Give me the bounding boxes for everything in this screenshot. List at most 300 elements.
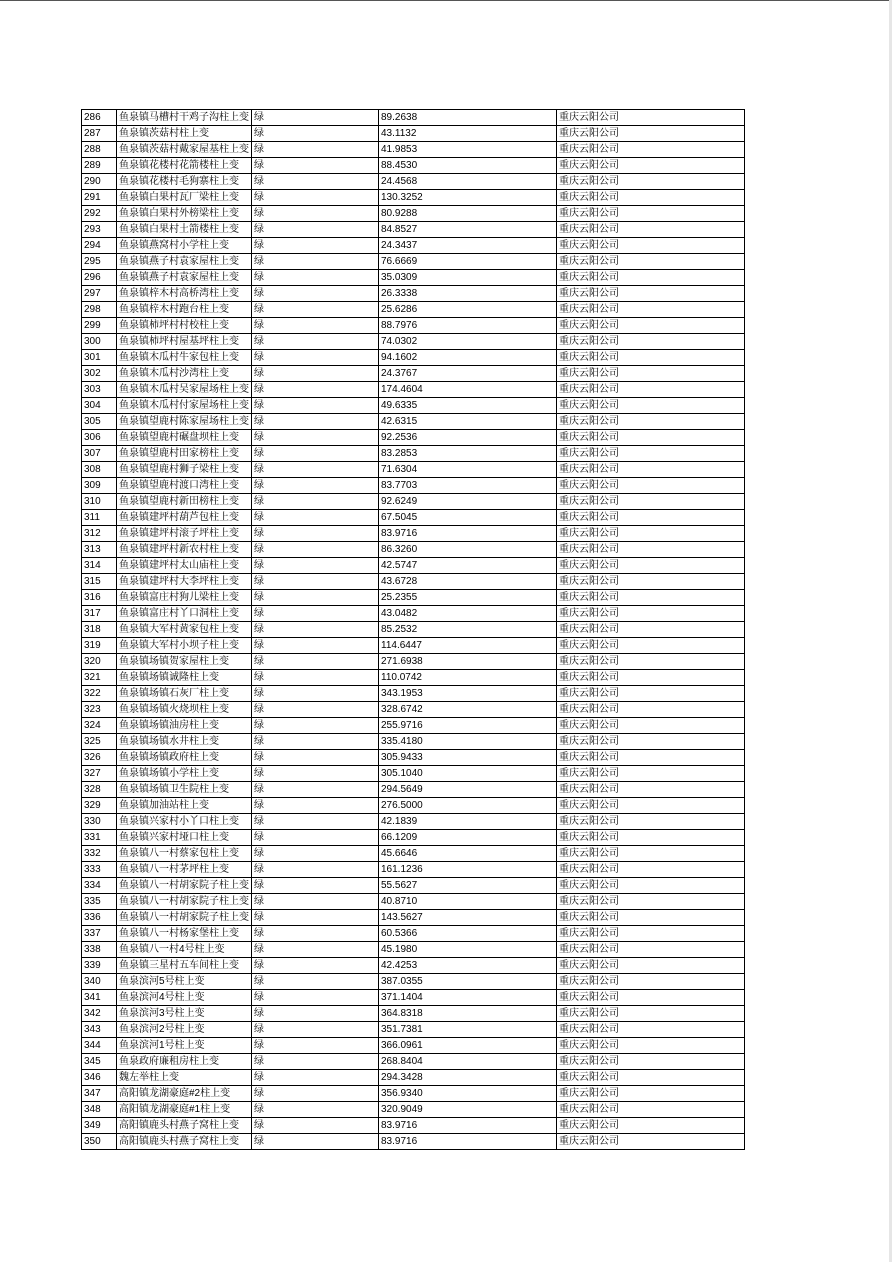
value-cell: 80.9288 [379, 206, 557, 222]
status-level-cell: 绿 [252, 974, 379, 990]
table-row [82, 606, 745, 622]
status-level-cell: 绿 [252, 174, 379, 190]
table-row [82, 974, 745, 990]
value-cell: 255.9716 [379, 718, 557, 734]
row-number-cell: 309 [82, 478, 117, 494]
company-cell: 重庆云阳公司 [557, 638, 745, 654]
value-cell: 328.6742 [379, 702, 557, 718]
row-number-cell: 333 [82, 862, 117, 878]
status-level-cell: 绿 [252, 734, 379, 750]
transformer-name-cell: 鱼泉镇大军村小坝子柱上变 [117, 638, 252, 654]
table-row [82, 574, 745, 590]
company-cell: 重庆云阳公司 [557, 702, 745, 718]
company-cell: 重庆云阳公司 [557, 590, 745, 606]
table-row [82, 158, 745, 174]
transformer-name-cell: 鱼泉镇八一村4号柱上变 [117, 942, 252, 958]
table-row [82, 990, 745, 1006]
status-level-cell: 绿 [252, 926, 379, 942]
value-cell: 84.8527 [379, 222, 557, 238]
row-number-cell: 315 [82, 574, 117, 590]
status-level-cell: 绿 [252, 286, 379, 302]
table-row [82, 222, 745, 238]
status-level-cell: 绿 [252, 814, 379, 830]
company-cell: 重庆云阳公司 [557, 302, 745, 318]
row-number-cell: 291 [82, 190, 117, 206]
row-number-cell: 310 [82, 494, 117, 510]
company-cell: 重庆云阳公司 [557, 542, 745, 558]
value-cell: 42.1839 [379, 814, 557, 830]
table-row [82, 526, 745, 542]
value-cell: 35.0309 [379, 270, 557, 286]
row-number-cell: 329 [82, 798, 117, 814]
company-cell: 重庆云阳公司 [557, 926, 745, 942]
transformer-name-cell: 鱼泉镇木瓜村付家屋场柱上变 [117, 398, 252, 414]
status-level-cell: 绿 [252, 958, 379, 974]
value-cell: 42.5747 [379, 558, 557, 574]
value-cell: 42.4253 [379, 958, 557, 974]
value-cell: 110.0742 [379, 670, 557, 686]
transformer-name-cell: 鱼泉镇富庄村狗儿梁柱上变 [117, 590, 252, 606]
status-level-cell: 绿 [252, 894, 379, 910]
table-row [82, 110, 745, 126]
table-row [82, 654, 745, 670]
table-row [82, 302, 745, 318]
company-cell: 重庆云阳公司 [557, 830, 745, 846]
company-cell: 重庆云阳公司 [557, 286, 745, 302]
row-number-cell: 345 [82, 1054, 117, 1070]
company-cell: 重庆云阳公司 [557, 174, 745, 190]
transformer-name-cell: 高阳镇龙湖豪庭#2柱上变 [117, 1086, 252, 1102]
value-cell: 320.9049 [379, 1102, 557, 1118]
row-number-cell: 302 [82, 366, 117, 382]
row-number-cell: 317 [82, 606, 117, 622]
row-number-cell: 341 [82, 990, 117, 1006]
value-cell: 89.2638 [379, 110, 557, 126]
transformer-name-cell: 鱼泉镇八一村胡家院子柱上变 [117, 894, 252, 910]
company-cell: 重庆云阳公司 [557, 334, 745, 350]
transformer-name-cell: 鱼泉镇八一村杨家堡柱上变 [117, 926, 252, 942]
status-level-cell: 绿 [252, 142, 379, 158]
table-row [82, 910, 745, 926]
row-number-cell: 295 [82, 254, 117, 270]
top-border [0, 0, 892, 1]
table-row [82, 126, 745, 142]
status-level-cell: 绿 [252, 494, 379, 510]
company-cell: 重庆云阳公司 [557, 1038, 745, 1054]
status-level-cell: 绿 [252, 1006, 379, 1022]
company-cell: 重庆云阳公司 [557, 526, 745, 542]
transformer-name-cell: 鱼泉镇三星村五车间柱上变 [117, 958, 252, 974]
table-row [82, 1102, 745, 1118]
value-cell: 294.3428 [379, 1070, 557, 1086]
status-level-cell: 绿 [252, 638, 379, 654]
row-number-cell: 299 [82, 318, 117, 334]
status-level-cell: 绿 [252, 430, 379, 446]
company-cell: 重庆云阳公司 [557, 1118, 745, 1134]
status-level-cell: 绿 [252, 510, 379, 526]
transformer-name-cell: 鱼泉滨河5号柱上变 [117, 974, 252, 990]
transformer-name-cell: 鱼泉镇望鹿村陈家屋场柱上变 [117, 414, 252, 430]
company-cell: 重庆云阳公司 [557, 446, 745, 462]
status-level-cell: 绿 [252, 478, 379, 494]
status-level-cell: 绿 [252, 1038, 379, 1054]
value-cell: 49.6335 [379, 398, 557, 414]
value-cell: 55.5627 [379, 878, 557, 894]
row-number-cell: 326 [82, 750, 117, 766]
value-cell: 343.1953 [379, 686, 557, 702]
table-row [82, 862, 745, 878]
row-number-cell: 342 [82, 1006, 117, 1022]
table-row [82, 462, 745, 478]
table-row [82, 1054, 745, 1070]
company-cell: 重庆云阳公司 [557, 782, 745, 798]
row-number-cell: 324 [82, 718, 117, 734]
row-number-cell: 316 [82, 590, 117, 606]
status-level-cell: 绿 [252, 622, 379, 638]
company-cell: 重庆云阳公司 [557, 158, 745, 174]
transformer-name-cell: 鱼泉镇白果村土箭楼柱上变 [117, 222, 252, 238]
company-cell: 重庆云阳公司 [557, 510, 745, 526]
status-level-cell: 绿 [252, 990, 379, 1006]
company-cell: 重庆云阳公司 [557, 878, 745, 894]
transformer-name-cell: 鱼泉镇加油站柱上变 [117, 798, 252, 814]
transformer-name-cell: 鱼泉镇八一村胡家院子柱上变 [117, 878, 252, 894]
table-row [82, 350, 745, 366]
row-number-cell: 350 [82, 1134, 117, 1150]
company-cell: 重庆云阳公司 [557, 622, 745, 638]
transformer-name-cell: 鱼泉镇望鹿村新田榜柱上变 [117, 494, 252, 510]
table-row [82, 318, 745, 334]
transformer-name-cell: 鱼泉政府廉租房柱上变 [117, 1054, 252, 1070]
transformer-name-cell: 鱼泉镇燕子村袁家屋柱上变 [117, 270, 252, 286]
transformer-name-cell: 鱼泉镇场镇火烧坝柱上变 [117, 702, 252, 718]
transformer-name-cell: 鱼泉镇燕窝村小学柱上变 [117, 238, 252, 254]
row-number-cell: 312 [82, 526, 117, 542]
table-row [82, 766, 745, 782]
table-row [82, 446, 745, 462]
company-cell: 重庆云阳公司 [557, 142, 745, 158]
value-cell: 92.2536 [379, 430, 557, 446]
transformer-name-cell: 鱼泉镇柿坪村屋基坪柱上变 [117, 334, 252, 350]
value-cell: 24.3767 [379, 366, 557, 382]
row-number-cell: 331 [82, 830, 117, 846]
status-level-cell: 绿 [252, 222, 379, 238]
status-level-cell: 绿 [252, 702, 379, 718]
row-number-cell: 347 [82, 1086, 117, 1102]
transformer-name-cell: 鱼泉镇花楼村毛狗寨柱上变 [117, 174, 252, 190]
company-cell: 重庆云阳公司 [557, 942, 745, 958]
value-cell: 41.9853 [379, 142, 557, 158]
table-row [82, 558, 745, 574]
table-row [82, 174, 745, 190]
row-number-cell: 301 [82, 350, 117, 366]
row-number-cell: 305 [82, 414, 117, 430]
table-row [82, 782, 745, 798]
transformer-name-cell: 鱼泉镇场镇诚隆柱上变 [117, 670, 252, 686]
transformer-name-cell: 魏左举柱上变 [117, 1070, 252, 1086]
value-cell: 143.5627 [379, 910, 557, 926]
table-row [82, 414, 745, 430]
company-cell: 重庆云阳公司 [557, 366, 745, 382]
status-level-cell: 绿 [252, 1134, 379, 1150]
value-cell: 83.7703 [379, 478, 557, 494]
transformer-name-cell: 鱼泉镇建坪村葫芦包柱上变 [117, 510, 252, 526]
company-cell: 重庆云阳公司 [557, 350, 745, 366]
value-cell: 114.6447 [379, 638, 557, 654]
transformer-name-cell: 鱼泉镇场镇水井柱上变 [117, 734, 252, 750]
table-row [82, 750, 745, 766]
table-row [82, 686, 745, 702]
transformer-name-cell: 高阳镇龙湖豪庭#1柱上变 [117, 1102, 252, 1118]
status-level-cell: 绿 [252, 270, 379, 286]
status-level-cell: 绿 [252, 1118, 379, 1134]
table-row [82, 398, 745, 414]
company-cell: 重庆云阳公司 [557, 1086, 745, 1102]
status-level-cell: 绿 [252, 398, 379, 414]
row-number-cell: 292 [82, 206, 117, 222]
value-cell: 387.0355 [379, 974, 557, 990]
row-number-cell: 340 [82, 974, 117, 990]
transformer-name-cell: 鱼泉镇建坪村滚子坪柱上变 [117, 526, 252, 542]
value-cell: 74.0302 [379, 334, 557, 350]
value-cell: 356.9340 [379, 1086, 557, 1102]
table-row [82, 926, 745, 942]
value-cell: 83.9716 [379, 1134, 557, 1150]
transformer-name-cell: 鱼泉镇场镇卫生院柱上变 [117, 782, 252, 798]
status-level-cell: 绿 [252, 670, 379, 686]
transformer-name-cell: 鱼泉镇白果村瓦厂梁柱上变 [117, 190, 252, 206]
company-cell: 重庆云阳公司 [557, 654, 745, 670]
transformer-name-cell: 高阳镇鹿头村燕子窝柱上变 [117, 1118, 252, 1134]
transformer-name-cell: 鱼泉镇建坪村大李坪柱上变 [117, 574, 252, 590]
company-cell: 重庆云阳公司 [557, 206, 745, 222]
transformer-name-cell: 鱼泉镇八一村蔡家包柱上变 [117, 846, 252, 862]
row-number-cell: 308 [82, 462, 117, 478]
company-cell: 重庆云阳公司 [557, 254, 745, 270]
row-number-cell: 322 [82, 686, 117, 702]
row-number-cell: 346 [82, 1070, 117, 1086]
company-cell: 重庆云阳公司 [557, 574, 745, 590]
table-row [82, 830, 745, 846]
status-level-cell: 绿 [252, 350, 379, 366]
value-cell: 161.1236 [379, 862, 557, 878]
status-level-cell: 绿 [252, 574, 379, 590]
status-level-cell: 绿 [252, 382, 379, 398]
table-row [82, 270, 745, 286]
company-cell: 重庆云阳公司 [557, 814, 745, 830]
row-number-cell: 287 [82, 126, 117, 142]
transformer-name-cell: 鱼泉镇场镇政府柱上变 [117, 750, 252, 766]
table-row [82, 878, 745, 894]
table-row [82, 494, 745, 510]
value-cell: 66.1209 [379, 830, 557, 846]
transformer-name-cell: 鱼泉镇木瓜村牛家包柱上变 [117, 350, 252, 366]
status-level-cell: 绿 [252, 654, 379, 670]
row-number-cell: 335 [82, 894, 117, 910]
company-cell: 重庆云阳公司 [557, 190, 745, 206]
row-number-cell: 349 [82, 1118, 117, 1134]
table-row [82, 670, 745, 686]
row-number-cell: 300 [82, 334, 117, 350]
table-row [82, 542, 745, 558]
transformer-name-cell: 鱼泉镇柿坪村村校柱上变 [117, 318, 252, 334]
company-cell: 重庆云阳公司 [557, 270, 745, 286]
status-level-cell: 绿 [252, 126, 379, 142]
row-number-cell: 323 [82, 702, 117, 718]
table-row [82, 638, 745, 654]
transformer-name-cell: 鱼泉镇木瓜村吴家屋场柱上变 [117, 382, 252, 398]
company-cell: 重庆云阳公司 [557, 462, 745, 478]
transformer-name-cell: 鱼泉滨河3号柱上变 [117, 1006, 252, 1022]
company-cell: 重庆云阳公司 [557, 494, 745, 510]
row-number-cell: 303 [82, 382, 117, 398]
status-level-cell: 绿 [252, 462, 379, 478]
value-cell: 83.9716 [379, 1118, 557, 1134]
company-cell: 重庆云阳公司 [557, 398, 745, 414]
row-number-cell: 296 [82, 270, 117, 286]
status-level-cell: 绿 [252, 110, 379, 126]
row-number-cell: 348 [82, 1102, 117, 1118]
company-cell: 重庆云阳公司 [557, 974, 745, 990]
value-cell: 83.9716 [379, 526, 557, 542]
transformer-name-cell: 鱼泉镇场镇贺家屋柱上变 [117, 654, 252, 670]
table-row [82, 846, 745, 862]
table-row [82, 622, 745, 638]
transformer-name-cell: 鱼泉镇八一村胡家院子柱上变 [117, 910, 252, 926]
company-cell: 重庆云阳公司 [557, 894, 745, 910]
company-cell: 重庆云阳公司 [557, 238, 745, 254]
row-number-cell: 311 [82, 510, 117, 526]
table-row [82, 702, 745, 718]
value-cell: 60.5366 [379, 926, 557, 942]
status-level-cell: 绿 [252, 878, 379, 894]
company-cell: 重庆云阳公司 [557, 862, 745, 878]
table-row [82, 1006, 745, 1022]
transformer-name-cell: 鱼泉滨河1号柱上变 [117, 1038, 252, 1054]
company-cell: 重庆云阳公司 [557, 798, 745, 814]
transformer-name-cell: 鱼泉镇茨菇村戴家屋基柱上变 [117, 142, 252, 158]
table-row [82, 1038, 745, 1054]
transformer-name-cell: 鱼泉镇建坪村太山庙柱上变 [117, 558, 252, 574]
status-level-cell: 绿 [252, 334, 379, 350]
value-cell: 94.1602 [379, 350, 557, 366]
value-cell: 43.0482 [379, 606, 557, 622]
transformer-name-cell: 鱼泉镇茨菇村柱上变 [117, 126, 252, 142]
company-cell: 重庆云阳公司 [557, 958, 745, 974]
company-cell: 重庆云阳公司 [557, 414, 745, 430]
company-cell: 重庆云阳公司 [557, 382, 745, 398]
status-level-cell: 绿 [252, 1054, 379, 1070]
status-level-cell: 绿 [252, 254, 379, 270]
value-cell: 76.6669 [379, 254, 557, 270]
status-level-cell: 绿 [252, 366, 379, 382]
value-cell: 45.6646 [379, 846, 557, 862]
row-number-cell: 327 [82, 766, 117, 782]
transformer-name-cell: 鱼泉镇场镇石灰厂柱上变 [117, 686, 252, 702]
status-level-cell: 绿 [252, 190, 379, 206]
company-cell: 重庆云阳公司 [557, 734, 745, 750]
status-level-cell: 绿 [252, 606, 379, 622]
value-cell: 271.6938 [379, 654, 557, 670]
status-level-cell: 绿 [252, 158, 379, 174]
value-cell: 88.7976 [379, 318, 557, 334]
value-cell: 305.1040 [379, 766, 557, 782]
status-level-cell: 绿 [252, 414, 379, 430]
table-row [82, 1086, 745, 1102]
company-cell: 重庆云阳公司 [557, 670, 745, 686]
status-level-cell: 绿 [252, 1086, 379, 1102]
value-cell: 371.1404 [379, 990, 557, 1006]
row-number-cell: 320 [82, 654, 117, 670]
value-cell: 43.6728 [379, 574, 557, 590]
transformer-name-cell: 鱼泉镇八一村茅坪柱上变 [117, 862, 252, 878]
status-level-cell: 绿 [252, 798, 379, 814]
table-row [82, 510, 745, 526]
status-level-cell: 绿 [252, 846, 379, 862]
company-cell: 重庆云阳公司 [557, 1134, 745, 1150]
row-number-cell: 334 [82, 878, 117, 894]
table-row [82, 334, 745, 350]
status-level-cell: 绿 [252, 686, 379, 702]
row-number-cell: 290 [82, 174, 117, 190]
row-number-cell: 318 [82, 622, 117, 638]
transformer-name-cell: 鱼泉滨河4号柱上变 [117, 990, 252, 1006]
row-number-cell: 343 [82, 1022, 117, 1038]
transformer-name-cell: 鱼泉镇场镇小学柱上变 [117, 766, 252, 782]
table-row [82, 814, 745, 830]
value-cell: 67.5045 [379, 510, 557, 526]
transformer-name-cell: 鱼泉镇场镇油房柱上变 [117, 718, 252, 734]
value-cell: 88.4530 [379, 158, 557, 174]
value-cell: 130.3252 [379, 190, 557, 206]
transformer-name-cell: 鱼泉镇梓木村跑台柱上变 [117, 302, 252, 318]
row-number-cell: 297 [82, 286, 117, 302]
status-level-cell: 绿 [252, 1102, 379, 1118]
data-table [81, 109, 745, 1150]
company-cell: 重庆云阳公司 [557, 558, 745, 574]
transformer-name-cell: 鱼泉镇大军村黄家包柱上变 [117, 622, 252, 638]
row-number-cell: 289 [82, 158, 117, 174]
status-level-cell: 绿 [252, 318, 379, 334]
value-cell: 335.4180 [379, 734, 557, 750]
table-row [82, 366, 745, 382]
transformer-name-cell: 鱼泉镇望鹿村渡口湾柱上变 [117, 478, 252, 494]
status-level-cell: 绿 [252, 558, 379, 574]
row-number-cell: 314 [82, 558, 117, 574]
row-number-cell: 293 [82, 222, 117, 238]
table-row [82, 958, 745, 974]
status-level-cell: 绿 [252, 1022, 379, 1038]
value-cell: 71.6304 [379, 462, 557, 478]
status-level-cell: 绿 [252, 718, 379, 734]
value-cell: 83.2853 [379, 446, 557, 462]
company-cell: 重庆云阳公司 [557, 478, 745, 494]
company-cell: 重庆云阳公司 [557, 222, 745, 238]
value-cell: 305.9433 [379, 750, 557, 766]
company-cell: 重庆云阳公司 [557, 318, 745, 334]
table-row [82, 206, 745, 222]
company-cell: 重庆云阳公司 [557, 1006, 745, 1022]
company-cell: 重庆云阳公司 [557, 1054, 745, 1070]
value-cell: 174.4604 [379, 382, 557, 398]
value-cell: 25.2355 [379, 590, 557, 606]
value-cell: 40.8710 [379, 894, 557, 910]
row-number-cell: 336 [82, 910, 117, 926]
status-level-cell: 绿 [252, 302, 379, 318]
table-row [82, 942, 745, 958]
transformer-name-cell: 鱼泉镇木瓜村沙湾柱上变 [117, 366, 252, 382]
table-row [82, 238, 745, 254]
